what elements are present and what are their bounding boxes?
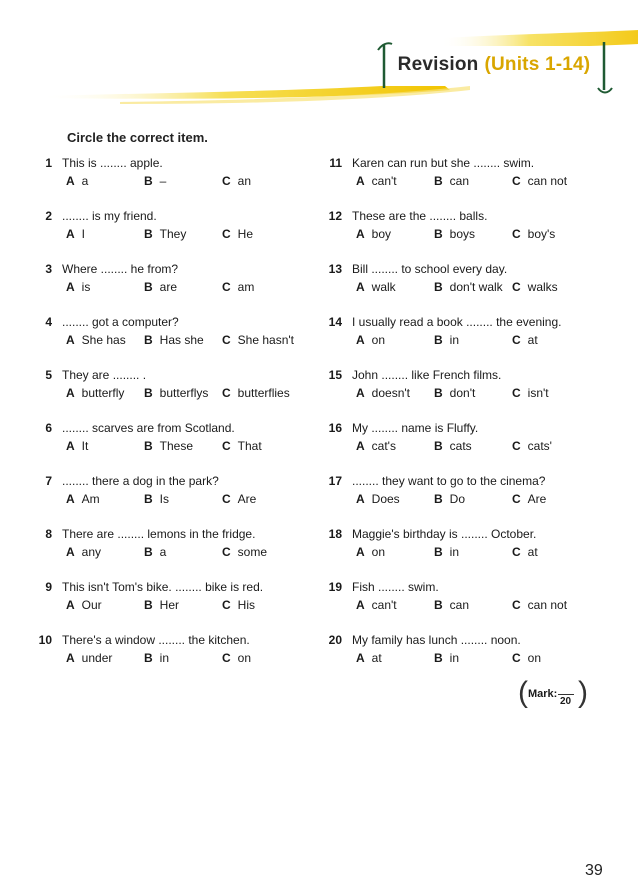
option-b[interactable]: B boys xyxy=(434,227,476,241)
option-c[interactable]: C boy's xyxy=(512,227,556,241)
option-b[interactable]: B Is xyxy=(144,492,170,506)
question-text: Where ........ he from? xyxy=(62,262,179,276)
question-text: There are ........ lemons in the fridge. xyxy=(62,527,256,541)
question-number: 19 xyxy=(328,580,342,594)
option-a[interactable]: A It xyxy=(66,439,89,453)
question-text: ........ scarves are from Scotland. xyxy=(62,421,235,435)
option-b[interactable]: B can xyxy=(434,598,470,612)
question-text: I usually read a book ........ the evening. xyxy=(352,315,562,329)
question-text: ........ they want to go to the cinema? xyxy=(352,474,546,488)
question-7 xyxy=(30,473,330,509)
question-text: My ........ name is Fluffy. xyxy=(352,421,479,435)
question-14 xyxy=(320,314,620,350)
question-20 xyxy=(320,632,620,668)
option-a[interactable]: A butterfly xyxy=(66,386,125,400)
option-a[interactable]: A can't xyxy=(356,598,397,612)
option-a[interactable]: A cat's xyxy=(356,439,396,453)
question-number: 1 xyxy=(45,156,52,170)
question-12 xyxy=(320,208,620,244)
question-16 xyxy=(320,420,620,456)
instruction: Circle the correct item. xyxy=(67,130,208,145)
option-b[interactable]: B Has she xyxy=(144,333,204,347)
option-a[interactable]: A doesn't xyxy=(356,386,410,400)
option-b[interactable]: B cats xyxy=(434,439,472,453)
option-b[interactable]: B don't xyxy=(434,386,476,400)
option-b[interactable]: B don't walk xyxy=(434,280,503,294)
option-b[interactable]: B can xyxy=(434,174,470,188)
question-10 xyxy=(30,632,330,668)
option-a[interactable]: A Our xyxy=(66,598,102,612)
question-text: There's a window ........ the kitchen. xyxy=(62,633,250,647)
option-c[interactable]: C on xyxy=(512,651,542,665)
question-number: 17 xyxy=(328,474,342,488)
question-5 xyxy=(30,367,330,403)
option-c[interactable]: C some xyxy=(222,545,268,559)
question-text: ........ got a computer? xyxy=(62,315,179,329)
question-text: Maggie's birthday is ........ October. xyxy=(352,527,537,541)
question-number: 3 xyxy=(45,262,52,276)
question-11 xyxy=(320,155,620,191)
option-b[interactable]: B These xyxy=(144,439,194,453)
option-a[interactable]: A I xyxy=(66,227,86,241)
question-number: 4 xyxy=(45,315,52,329)
question-4 xyxy=(30,314,330,350)
question-text: They are ........ . xyxy=(62,368,147,382)
option-a[interactable]: A boy xyxy=(356,227,392,241)
question-15 xyxy=(320,367,620,403)
option-b[interactable]: B They xyxy=(144,227,187,241)
question-text: My family has lunch ........ noon. xyxy=(352,633,521,647)
question-19 xyxy=(320,579,620,615)
question-number: 14 xyxy=(328,315,342,329)
option-c[interactable]: C His xyxy=(222,598,256,612)
option-c[interactable]: C butterflies xyxy=(222,386,290,400)
mark-label: Mark: xyxy=(528,688,558,700)
option-c[interactable]: C walks xyxy=(512,280,558,294)
question-number: 7 xyxy=(45,474,52,488)
question-18 xyxy=(320,526,620,562)
question-1 xyxy=(30,155,330,191)
question-number: 10 xyxy=(38,633,52,647)
option-a[interactable]: A Does xyxy=(356,492,400,506)
option-b[interactable]: B in xyxy=(434,651,460,665)
question-text: These are the ........ balls. xyxy=(352,209,488,223)
question-number: 15 xyxy=(328,368,342,382)
option-b[interactable]: B in xyxy=(434,545,460,559)
question-text: This is ........ apple. xyxy=(62,156,163,170)
page-title xyxy=(383,44,605,86)
question-6 xyxy=(30,420,330,456)
title-units: (Units 1-14) xyxy=(484,54,591,75)
question-number: 8 xyxy=(45,527,52,541)
option-b[interactable]: B Do xyxy=(434,492,466,506)
question-3 xyxy=(30,261,330,297)
option-a[interactable]: A Am xyxy=(66,492,100,506)
option-b[interactable]: B Her xyxy=(144,598,180,612)
question-number: 12 xyxy=(328,209,342,223)
option-c[interactable]: C at xyxy=(512,545,538,559)
option-c[interactable]: C can not xyxy=(512,598,568,612)
option-c[interactable]: C He xyxy=(222,227,254,241)
right-paren-icon: ) xyxy=(578,676,588,709)
question-number: 5 xyxy=(45,368,52,382)
option-c[interactable]: C at xyxy=(512,333,538,347)
question-number: 6 xyxy=(45,421,52,435)
question-9 xyxy=(30,579,330,615)
mark-box xyxy=(518,676,590,712)
fraction-bar xyxy=(558,694,574,695)
option-c[interactable]: C Are xyxy=(512,492,547,506)
question-13 xyxy=(320,261,620,297)
question-2 xyxy=(30,208,330,244)
option-c[interactable]: C That xyxy=(222,439,262,453)
title-main: Revision xyxy=(397,54,479,75)
option-c[interactable]: C cats' xyxy=(512,439,552,453)
option-b[interactable]: B in xyxy=(434,333,460,347)
question-text: Karen can run but she ........ swim. xyxy=(352,156,535,170)
question-number: 16 xyxy=(328,421,342,435)
question-number: 2 xyxy=(45,209,52,223)
question-text: Bill ........ to school every day. xyxy=(352,262,508,276)
option-a[interactable]: A She has xyxy=(66,333,126,347)
option-c[interactable]: C Are xyxy=(222,492,257,506)
option-c[interactable]: C can not xyxy=(512,174,568,188)
option-a[interactable]: A on xyxy=(356,545,386,559)
option-c[interactable]: C She hasn't xyxy=(222,333,295,347)
option-a[interactable]: A walk xyxy=(356,280,396,294)
question-text: ........ is my friend. xyxy=(62,209,157,223)
option-b[interactable]: B in xyxy=(144,651,170,665)
option-a[interactable]: A is xyxy=(66,280,91,294)
option-b[interactable]: B – xyxy=(144,174,167,188)
option-c[interactable]: C am xyxy=(222,280,255,294)
option-c[interactable]: C on xyxy=(222,651,252,665)
question-text: This isn't Tom's bike. ........ bike is red. xyxy=(62,580,264,594)
question-number: 9 xyxy=(45,580,52,594)
option-a[interactable]: A under xyxy=(66,651,113,665)
question-17 xyxy=(320,473,620,509)
question-number: 20 xyxy=(328,633,342,647)
page-number: 39 xyxy=(585,862,603,879)
option-c[interactable]: C an xyxy=(222,174,252,188)
question-number: 13 xyxy=(328,262,342,276)
option-c[interactable]: C isn't xyxy=(512,386,549,400)
left-paren-icon: ( xyxy=(518,676,528,709)
option-a[interactable]: A can't xyxy=(356,174,397,188)
mark-denominator: 20 xyxy=(560,696,572,707)
option-a[interactable]: A at xyxy=(356,651,382,665)
option-b[interactable]: B butterflys xyxy=(144,386,209,400)
option-a[interactable]: A any xyxy=(66,545,102,559)
question-number: 11 xyxy=(329,156,342,170)
option-a[interactable]: A on xyxy=(356,333,386,347)
question-text: John ........ like French films. xyxy=(352,368,502,382)
question-8 xyxy=(30,526,330,562)
question-text: ........ there a dog in the park? xyxy=(62,474,219,488)
option-a[interactable]: A a xyxy=(66,174,89,188)
question-number: 18 xyxy=(328,527,342,541)
question-text: Fish ........ swim. xyxy=(352,580,439,594)
option-b[interactable]: B are xyxy=(144,280,178,294)
option-b[interactable]: B a xyxy=(144,545,167,559)
